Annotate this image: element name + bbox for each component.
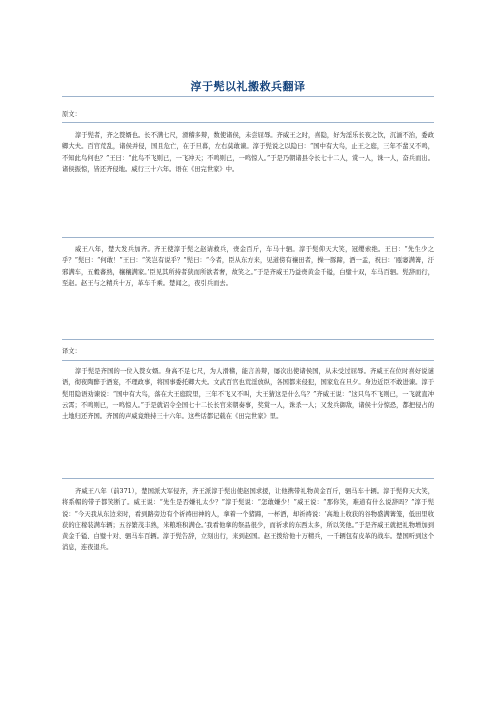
original-text [62,130,434,175]
section-divider [62,122,434,123]
original-text-2 [62,244,434,289]
translation-label: 译文： [62,348,81,355]
document-title: 淳于髡以礼搬救兵翻译 [190,80,306,93]
translation-paragraph: 齐威王八年（前371），楚国派大军侵齐，齐王派淳于髡出使赵国求援，让他携带礼物黄金百斤，驷马车十辆。淳于髡仰天大笑，将系帽的带子都笑断了。威王说：“先生是否嫌礼太少？”淳于髡说：“怎敢嫌少！”威王说：“那你笑，难道有什么说辞吗？”淳于髡说：“今天我从东边来时，看到路旁边有个祈祷田神的人，拿着一个猪蹄，一杯酒，却祈祷说：‘高地上收获的谷物盛满篝笼，低田里收获的庄稼装满车辆；五谷繁茂丰熟，米粮堆积满仓。’我看他拿的祭品很少，而祈求的东西太多，所以笑他。”于是齐威王就把礼物增加到黄金千镒、白璧十对、驷马车百辆。淳于髡告辞，立刻出行，来到赵国。赵王拨给他十万精兵，一千辆包有皮革的战车。楚国听到这个消息，连夜退兵。 [62,488,434,552]
translation-text [62,366,434,422]
translation-paragraph: 淳于髡是齐国的一位入赘女婿。身高不足七尺，为人滑稽，能言善辩，屡次出使诸侯国，从未受过屈辱。齐威王在位时喜好说谜语，彻夜陶醉于酒宴，不理政事，将国事委托卿大夫。文武百官也荒淫放纵，各国都来侵犯，国家危在旦夕。身边近臣不敢进谏。淳于髡用隐语劝谏说：“国中有大鸟，落在大王庭院里，三年不飞又不叫，大王猜这是什么鸟？”齐威王说：“这只鸟不飞则已，一飞就直冲云霄；不鸣则已，一鸣惊人。”于是就诏令全国七十二长长官来朝奏事，奖赏一人，诛杀一人；又发兵御敌，诸侯十分惊恐，都把侵占的土地归还齐国。齐国的声威竟维持三十六年。这些话都记载在《田完世家》里。 [62,368,434,421]
section-divider [62,339,434,340]
translation-text-2 [62,486,434,554]
original-paragraph: 威王八年，楚大发兵加齐。齐王使淳于髡之赵请救兵，赍金百斤，车马十驷。淳于髡仰天大笑，冠缨索绝。王曰：“先生少之乎？”髡曰：“何敢！”王曰：“笑岂有说乎？”髡曰：“今者，臣从东方来，见道傍有禳田者，操一豚蹄，酒一盂，祝曰：‘瓯窭满篝，汙邪满车，五穀蕃熟，穰穰满家。’臣见其所持者狭而所欲者奢，故笑之。”于是齐威王乃益赍黄金千镒，白璧十双，车马百驷。髡辞而行，至赵。赵王与之精兵十万，革车千乘。楚闻之，夜引兵而去。 [62,246,434,287]
original-label: 原文： [62,111,81,118]
original-paragraph: 淳于髡者，齐之赘婿也。长不满七尺，滑稽多辩，数使诸侯，未尝屈辱。齐威王之时，喜隐，好为淫乐长夜之饮，沉湎不治，委政卿大夫。百官荒乱，诸侯并侵，国且危亡，在于旦暮，左右莫敢谏。淳于髡说之以隐曰：“国中有大鸟，止王之庭，三年不蜚又不鸣，不知此鸟何也？”王曰：“此鸟不飞则已，一飞冲天；不鸣则已，一鸣惊人。”于是乃朝诸县令长七十二人，赏一人，诛一人，奋兵而出。诸侯振惊，皆还齐侵地。威行三十六年。语在《田完世家》中。 [62,132,434,173]
paragraph-divider [62,478,434,479]
section-divider [62,360,434,361]
paragraph-divider [62,237,434,238]
title-divider [62,96,434,97]
